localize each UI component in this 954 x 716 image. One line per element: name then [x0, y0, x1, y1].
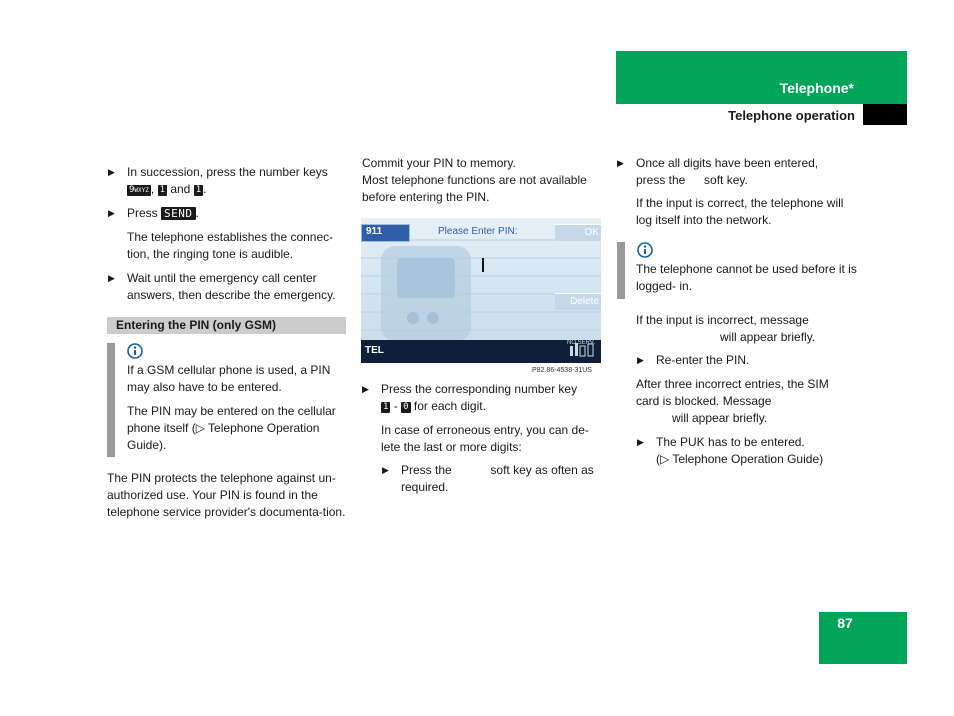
step-press-number: Press the corresponding number key 1 - 0 for each digit.: [381, 382, 578, 413]
section-heading-label: Entering the PIN (only GSM): [116, 318, 277, 332]
ok-softkey[interactable]: [555, 224, 601, 241]
info-icon: [637, 242, 653, 258]
message-incorrect: If the input is incorrect, message will appear briefly.: [636, 313, 816, 344]
triangle-right-icon: ▶: [617, 158, 624, 168]
step-wait: Wait until the emergency call center answers, then describe the emergency.: [127, 271, 336, 302]
page-number: 87: [837, 615, 853, 631]
step-press-send: Press SEND .: [127, 206, 199, 220]
info-bar: [107, 343, 115, 457]
key-9-icon: 9WXYZ: [129, 185, 149, 195]
cross-reference[interactable]: (▷ Telephone Operation Guide): [656, 452, 824, 466]
screen-prompt: Please Enter PIN:: [438, 226, 518, 237]
step-note: If the input is correct, the telephone will log itself into the network.: [636, 196, 844, 227]
step-press-keys: In succession, press the number keys 9WXYZ , 1 and 1 .: [127, 165, 328, 196]
info-icon: [127, 343, 143, 359]
info-bar: [617, 242, 625, 299]
triangle-right-icon: ▶: [382, 465, 389, 475]
triangle-right-icon: ▶: [108, 273, 115, 283]
screen-tel-label: TEL: [365, 345, 384, 356]
key-0-icon: 0: [403, 402, 409, 412]
chapter-title: Telephone*: [779, 80, 854, 96]
chapter-tab: [616, 51, 907, 104]
triangle-right-icon: ▶: [108, 208, 115, 218]
step-text: In succession, press the number keys: [127, 165, 328, 179]
info-text: The telephone cannot be used before it is logged- in.: [636, 262, 857, 293]
image-caption: P82.86-4538-31US: [532, 367, 592, 374]
section-title: Telephone operation: [728, 108, 855, 123]
send-key-icon: SEND: [161, 207, 196, 220]
key-1-icon: 1: [159, 185, 165, 195]
body-paragraph: The PIN protects the telephone against un-authorized use. Your PIN is found in the telephone service provider's documenta-tion.: [107, 471, 346, 519]
sub-step: Press the soft key as often as required.: [401, 463, 594, 494]
info-text: If a GSM cellular phone is used, a PIN may also have to be entered.: [127, 363, 331, 394]
screen-number: 911: [366, 226, 383, 237]
step-all-digits: Once all digits have been entered, press the soft key.: [636, 156, 819, 187]
step-reenter: Re-enter the PIN.: [656, 353, 750, 367]
intro-text: Commit your PIN to memory. Most telephone functions are not available before entering the PIN.: [362, 156, 587, 204]
triangle-right-icon: ▶: [362, 384, 369, 394]
screen-status: NO SERV.: [567, 340, 596, 346]
key-1-icon: 1: [195, 185, 202, 195]
message-blocked: After three incorrect entries, the SIM card is blocked. Message will appear briefly.: [636, 377, 829, 425]
delete-softkey-label: Delete: [570, 296, 599, 307]
triangle-right-icon: ▶: [108, 167, 115, 177]
section-marker: [863, 104, 907, 125]
triangle-right-icon: ▶: [637, 355, 644, 365]
step-note: The telephone establishes the connec-tion, the ringing tone is audible.: [127, 230, 334, 261]
phone-screen-image: [361, 218, 601, 363]
step-puk: The PUK has to be entered. (▷ Telephone Operation Guide): [656, 435, 824, 466]
info-text: The PIN may be entered on the cellular phone itself (▷ Telephone Operation Guide).: [127, 404, 336, 452]
delete-softkey[interactable]: [555, 293, 601, 310]
step-note: In case of erroneous entry, you can de-lete the last or more digits:: [381, 423, 589, 454]
ok-softkey-label: OK: [584, 227, 599, 238]
triangle-right-icon: ▶: [637, 437, 644, 447]
key-1-icon: 1: [383, 402, 389, 412]
